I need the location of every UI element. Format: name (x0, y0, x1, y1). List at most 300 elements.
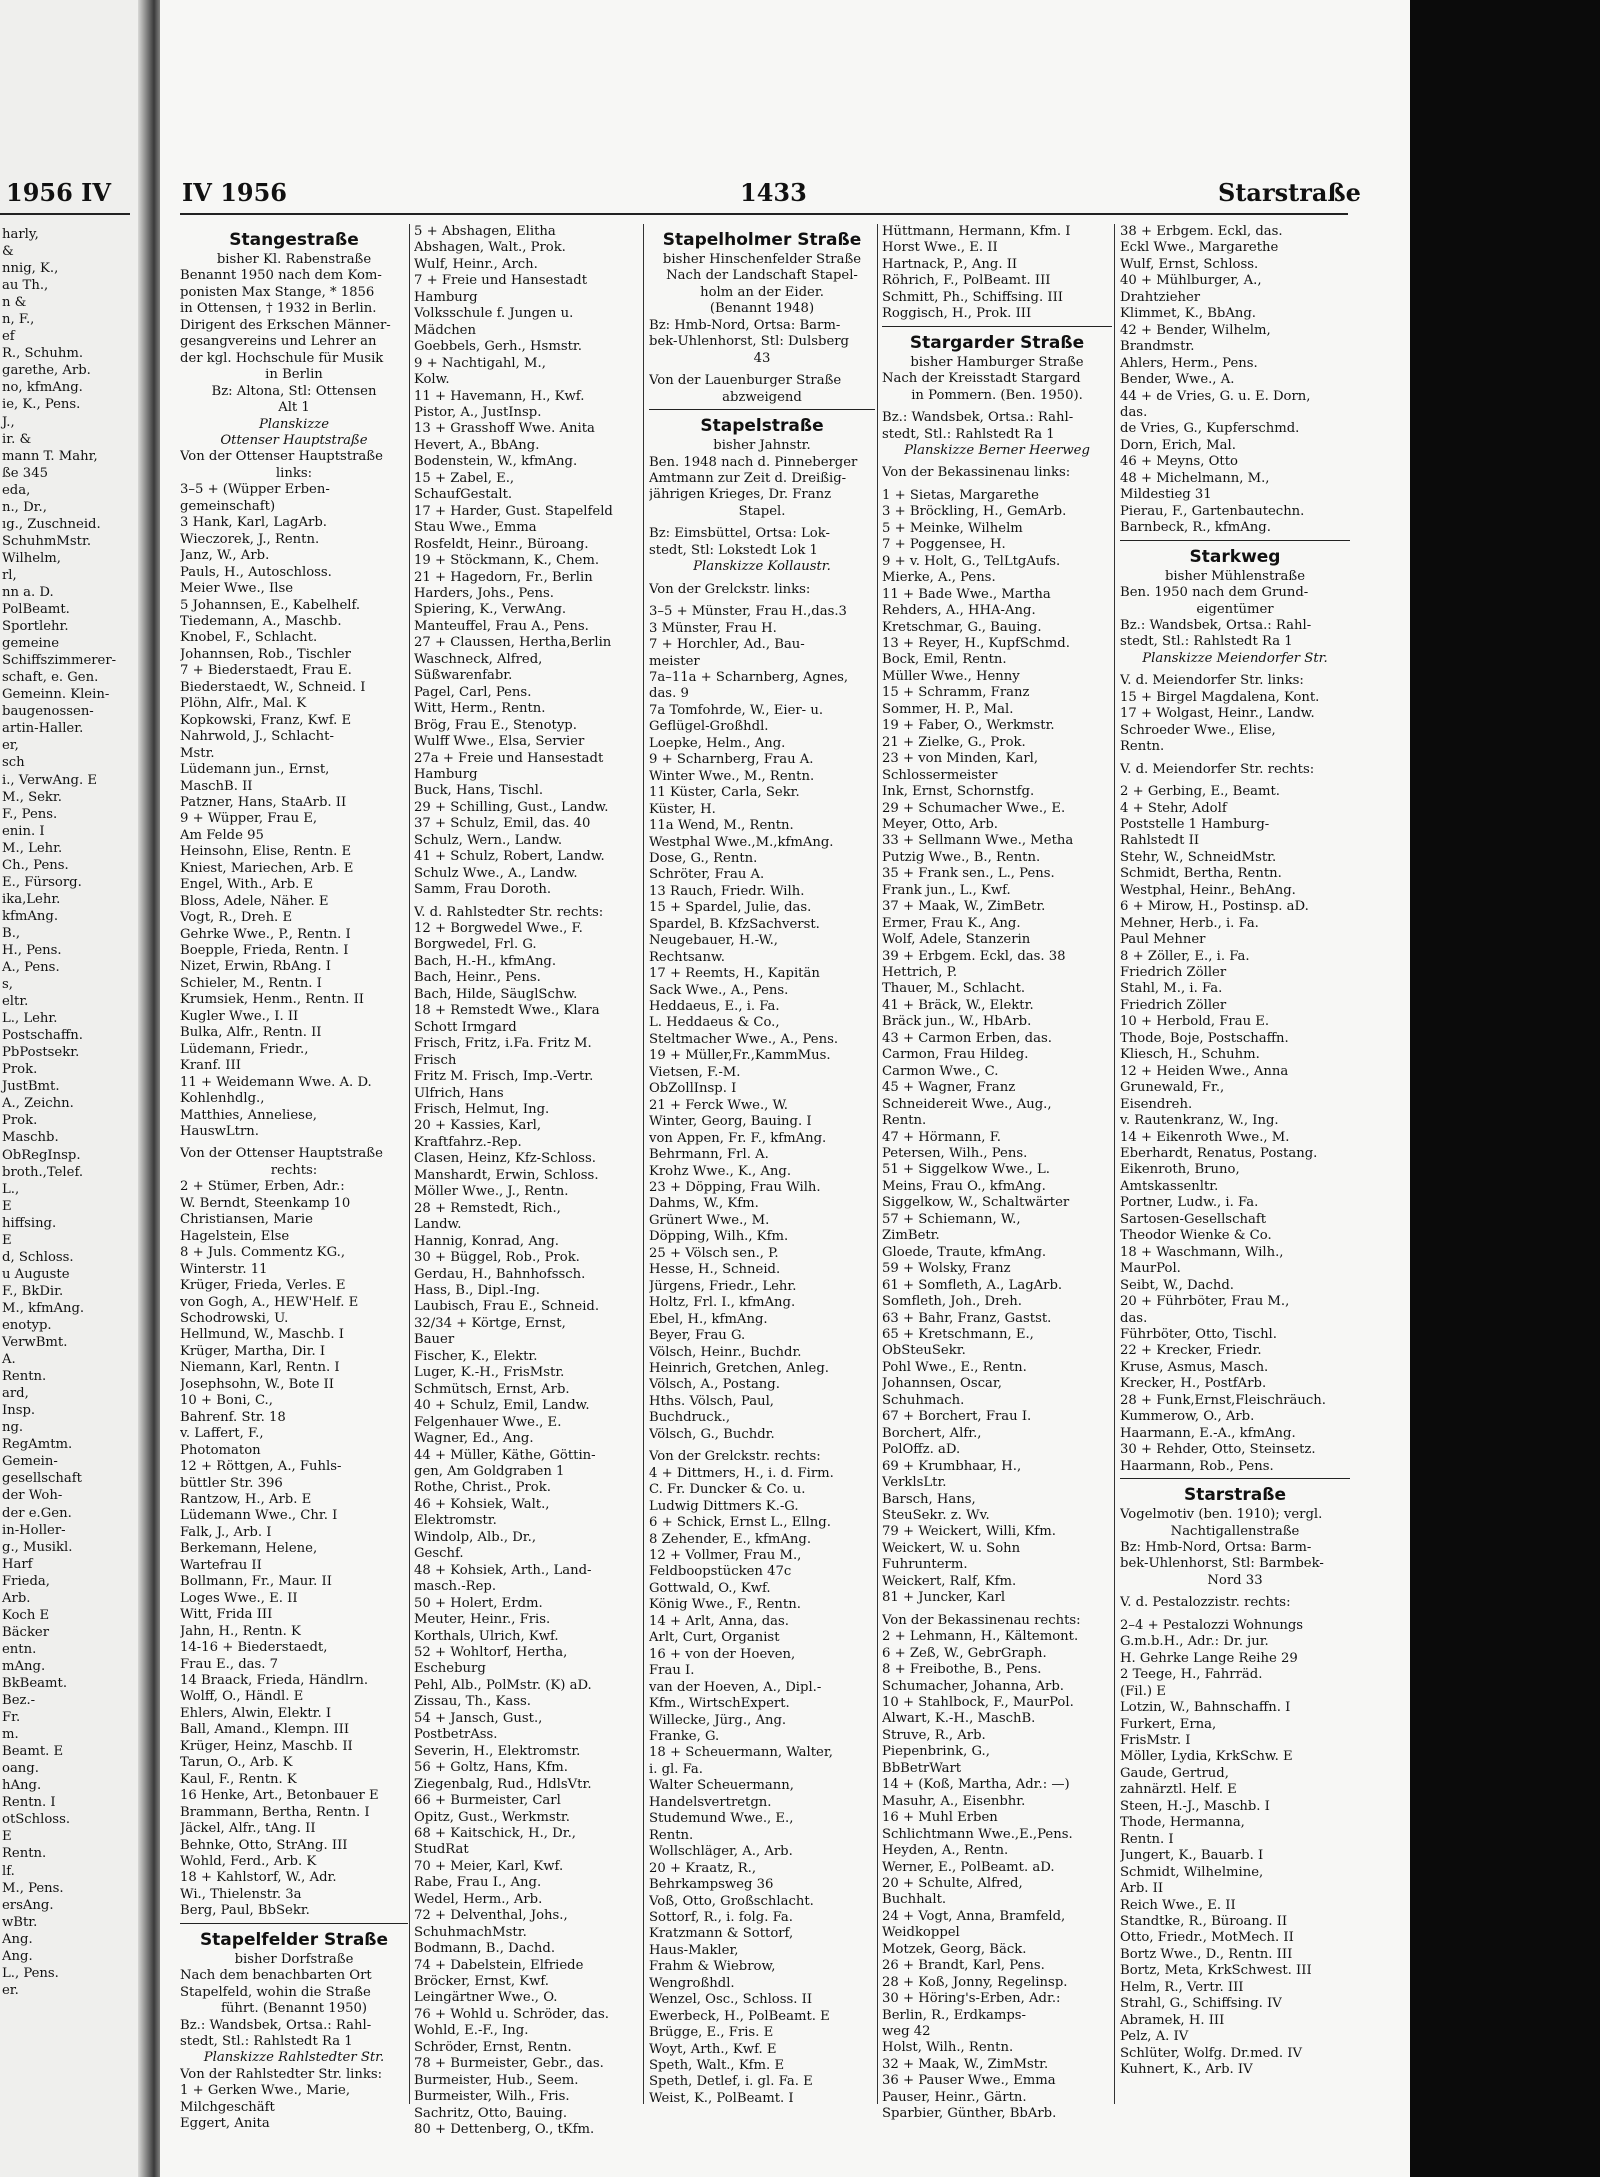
left-page-line: mAng. (2, 1658, 46, 1674)
directory-entry: 29 + Schumacher Wwe., E. (882, 800, 1066, 816)
header-rule (180, 213, 1348, 215)
directory-entry: Eisendreh. (1120, 1096, 1193, 1112)
directory-entry: 16 + Muhl Erben (882, 1810, 998, 1826)
left-page-line: ef (2, 329, 15, 345)
directory-entry: Hüttmann, Hermann, Kfm. I (882, 224, 1071, 239)
directory-entry: Planskizze (258, 416, 330, 432)
directory-entry: abzweigend (722, 389, 802, 405)
directory-entry: 59 + Wolsky, Franz (882, 1261, 1011, 1277)
directory-entry: Pagel, Carl, Pens. (414, 684, 532, 700)
directory-entry: Clasen, Heinz, Kfz-Schloss. (414, 1151, 596, 1167)
left-page-line: F., Pens. (2, 806, 58, 822)
directory-entry: Möller Wwe., J., Rentn. (414, 1184, 569, 1200)
directory-entry: Niemann, Karl, Rentn. I (180, 1360, 340, 1376)
directory-entry: 22 + Krecker, Friedr. (1120, 1343, 1262, 1359)
left-page-line: broth.,Telef. (2, 1164, 84, 1180)
directory-entry: 11 + Weidemann Wwe. A. D. (180, 1074, 372, 1090)
directory-entry: Pehl, Alb., PolMstr. (K) aD. (414, 1677, 592, 1693)
directory-entry: Woyt, Arth., Kwf. E (649, 2041, 777, 2057)
directory-entry: Hannig, Konrad, Ang. (414, 1233, 559, 1249)
directory-entry: stedt, Stl: Lokstedt Lok 1 (649, 542, 818, 558)
left-page-line: Koch E (2, 1607, 50, 1623)
directory-entry: 2–4 + Pestalozzi Wohnungs (1120, 1617, 1304, 1633)
section-rule (180, 1923, 408, 1924)
directory-entry: 11 + Havemann, H., Kwf. (414, 388, 585, 404)
directory-entry: 11 + Bade Wwe., Martha (882, 586, 1051, 602)
directory-entry: Stahl, M., i. Fa. (1120, 981, 1223, 997)
directory-entry: Tarun, O., Arb. K (180, 1755, 293, 1771)
left-facing-page (0, 0, 150, 2177)
left-page-line: hAng. (2, 1778, 42, 1794)
directory-entry: Wulff Wwe., Elsa, Servier (414, 734, 585, 750)
directory-entry: 18 + Scheuermann, Walter, (649, 1745, 833, 1761)
directory-entry: meister (649, 653, 700, 669)
left-page-line: g., Musikl. (2, 1539, 73, 1555)
directory-entry: V. d. Pestalozzistr. rechts: (1120, 1595, 1291, 1611)
directory-entry: (Benannt 1948) (709, 301, 815, 317)
directory-entry: Westphal Wwe.,M.,kfmAng. (649, 834, 834, 850)
directory-entry: 50 + Holert, Erdm. (414, 1595, 543, 1611)
directory-entry: Wieczorek, J., Rentn. (180, 531, 320, 547)
directory-entry: 9 + Nachtigahl, M., (414, 355, 546, 371)
directory-entry: 39 + Erbgem. Eckl, das. 38 (882, 948, 1066, 964)
directory-entry: Carmon Wwe., C. (882, 1063, 999, 1079)
directory-entry: Tiedemann, A., Maschb. (180, 613, 342, 629)
directory-entry: 26 + Brandt, Karl, Pens. (882, 1958, 1045, 1974)
directory-entry: Schmidt, Wilhelmine, (1120, 1864, 1264, 1880)
directory-entry: Führböter, Otto, Tischl. (1120, 1327, 1277, 1342)
directory-entry: 40 + Schulz, Emil, Landw. (414, 1398, 590, 1414)
directory-entry: Kopkowski, Franz, Kwf. E (180, 712, 352, 728)
directory-entry: Rantzow, H., Arb. E (180, 1491, 312, 1507)
directory-entry: (Fil.) E (1120, 1683, 1166, 1699)
left-page-line: gemeine (2, 636, 60, 652)
directory-entry: 74 + Dabelstein, Elfriede (414, 1957, 584, 1973)
directory-entry: Berg, Paul, BbSekr. (180, 1903, 310, 1919)
directory-entry: 13 + Grasshoff Wwe. Anita (414, 421, 595, 437)
directory-entry: Heinrich, Gretchen, Anleg. (649, 1361, 829, 1376)
directory-entry: 7 + Poggensee, H. (882, 537, 1006, 553)
directory-entry: Rahlstedt II (1120, 833, 1200, 849)
directory-entry: 12 + Heiden Wwe., Anna (1120, 1063, 1289, 1079)
section-rule (1120, 540, 1350, 541)
directory-entry: Horst Wwe., E. II (882, 240, 998, 256)
directory-entry: 48 + Michelmann, M., (1120, 470, 1270, 486)
section-rule (882, 326, 1112, 327)
directory-entry: Krohz Wwe., K., Ang. (649, 1163, 792, 1179)
directory-entry: PolOffz. aD. (882, 1442, 961, 1458)
directory-entry: 81 + Juncker, Karl (882, 1590, 1006, 1606)
directory-entry: 8 + Juls. Commentz KG., (180, 1245, 346, 1261)
directory-entry: 12 + Vollmer, Frau M., (649, 1547, 802, 1563)
directory-entry: Rentn. (882, 1113, 927, 1129)
directory-entry: Furkert, Erna, (1120, 1716, 1217, 1732)
directory-entry: Döpping, Wilh., Kfm. (649, 1229, 789, 1245)
directory-entry: Poststelle 1 Hamburg- (1120, 816, 1270, 832)
directory-entry: Luger, K.-H., FrisMstr. (414, 1365, 565, 1381)
directory-entry: bek-Uhlenhorst, Stl: Barmbek- (1120, 1556, 1324, 1572)
directory-entry: Hevert, A., BbAng. (414, 437, 540, 453)
directory-entry: Weidkoppel (882, 1925, 960, 1941)
directory-entry: Heyden, A., Rentn. (882, 1843, 1009, 1859)
column-2 (414, 224, 642, 2139)
directory-entry: Voß, Otto, Großschlacht. (649, 1893, 814, 1909)
directory-entry: Frisch, Fritz, i.Fa. Fritz M. (414, 1036, 592, 1052)
directory-entry: Weickert, W. u. Sohn (882, 1540, 1021, 1556)
left-page-line: kfmAng. (2, 908, 59, 924)
directory-entry: Jürgens, Friedr., Lehr. (649, 1278, 797, 1294)
left-page-line: L., Lehr. (2, 1011, 58, 1027)
directory-entry: das. 9 (649, 686, 689, 702)
directory-entry: Abshagen, Walt., Prok. (414, 240, 566, 256)
directory-entry: 63 + Bahr, Franz, Gastst. (882, 1310, 1052, 1326)
directory-entry: Nach der Landschaft Stapel- (666, 268, 858, 284)
directory-entry: 28 + Koß, Jonny, Regelinsp. (882, 1974, 1068, 1990)
left-page-line: Gemeinn. Klein- (2, 687, 110, 703)
directory-entry: HauswLtrn. (180, 1124, 259, 1140)
directory-entry: Steltmacher Wwe., A., Pens. (649, 1031, 839, 1047)
directory-entry: Wengroßhdl. (649, 1975, 735, 1991)
directory-entry: 44 + de Vries, G. u. E. Dorn, (1120, 388, 1311, 404)
directory-entry: Winter, Georg, Bauing. I (649, 1114, 812, 1130)
left-page-line: ße 345 (2, 465, 48, 481)
left-page-line: schaft, e. Gen. (2, 670, 99, 686)
directory-entry: Bollmann, Fr., Maur. II (180, 1574, 332, 1590)
left-page-line: PolBeamt. (2, 602, 70, 618)
directory-entry: Wohld, E.-F., Ing. (414, 2023, 529, 2039)
left-page-line: der e.Gen. (2, 1505, 72, 1521)
directory-entry: Roggisch, H., Prok. III (882, 306, 1032, 322)
directory-entry: Ahlers, Herm., Pens. (1120, 355, 1258, 371)
left-page-line: s, (2, 977, 13, 993)
directory-entry: Ehlers, Alwin, Elektr. I (180, 1705, 332, 1721)
directory-entry: Landw. (414, 1217, 462, 1233)
directory-entry: 21 + Zielke, G., Prok. (882, 734, 1026, 750)
directory-entry: 13 + Reyer, H., KupfSchmd. (882, 635, 1070, 651)
directory-entry: Ball, Amand., Klempn. III (180, 1722, 350, 1738)
directory-entry: Stapel. (738, 503, 786, 519)
column-divider (1114, 224, 1115, 2104)
directory-entry: Patzner, Hans, StaArb. II (180, 794, 347, 810)
directory-entry: 69 + Krumbhaar, H., (882, 1458, 1022, 1474)
left-page-line: Bez.- (2, 1693, 36, 1709)
directory-entry: Gerdau, H., Bahnhofssch. (414, 1266, 586, 1282)
directory-entry: Bz.: Wandsbek, Ortsa.: Rahl- (180, 2017, 372, 2033)
directory-entry: van der Hoeven, A., Dipl.- (649, 1679, 822, 1695)
directory-entry: Kuhnert, K., Arb. IV (1120, 2062, 1253, 2078)
directory-entry: Haus-Makler, (649, 1942, 739, 1958)
directory-entry: Grünert Wwe., M. (649, 1212, 770, 1228)
street-heading: Stapelfelder Straße (199, 1929, 389, 1950)
directory-entry: Gaude, Gertrud, (1120, 1765, 1229, 1781)
directory-entry: 3–5 + Münster, Frau H.,das.3 (649, 604, 847, 620)
directory-entry: 65 + Kretschmann, E., (882, 1327, 1034, 1342)
directory-entry: Planskizze Meiendorfer Str. (1142, 650, 1328, 666)
directory-entry: Meyer, Otto, Arb. (882, 816, 998, 832)
left-page-line: E (2, 1232, 12, 1248)
directory-entry: 17 + Wolgast, Heinr., Landw. (1120, 706, 1315, 722)
directory-entry: Brügge, E., Fris. E (649, 2025, 774, 2041)
directory-entry: Mstr. (180, 745, 215, 761)
directory-entry: 14-16 + Biederstaedt, (180, 1640, 328, 1656)
left-page-line: no, kfmAng. (2, 380, 83, 396)
directory-entry: Vogt, R., Dreh. E (180, 910, 293, 926)
directory-entry: 19 + Stöckmann, K., Chem. (414, 553, 600, 569)
directory-entry: Bz.: Wandsbek, Ortsa.: Rahl- (882, 410, 1074, 426)
directory-entry: 6 + Mirow, H., Postinsp. aD. (1120, 899, 1309, 915)
directory-entry: Volksschule f. Jungen u. (414, 306, 574, 322)
directory-entry: Meier Wwe., Ilse (180, 581, 294, 597)
directory-entry: Winter Wwe., M., Rentn. (649, 768, 815, 784)
directory-entry: Witt, Herm., Rentn. (414, 701, 546, 717)
left-page-line: Ch., Pens. (2, 857, 69, 873)
left-page-line: ersAng. (2, 1897, 54, 1913)
directory-entry: Wi., Thielenstr. 3a (180, 1886, 302, 1902)
directory-entry: Feldboopstücken 47c (649, 1564, 792, 1580)
directory-entry: Hartnack, P., Ang. II (882, 256, 1018, 272)
directory-entry: Bach, H.-H., kfmAng. (414, 953, 557, 969)
directory-entry: Behrkampsweg 36 (649, 1877, 774, 1893)
left-page-line: baugenossen- (2, 704, 94, 720)
directory-entry: 37 + Schulz, Emil, das. 40 (414, 816, 591, 832)
directory-entry: Kratzmann & Sottorf, (649, 1926, 794, 1942)
directory-entry: König Wwe., F., Rentn. (649, 1597, 801, 1613)
directory-entry: MaurPol. (1120, 1261, 1181, 1277)
directory-entry: Lüdemann jun., Ernst, (180, 762, 330, 778)
directory-entry: Struve, R., Arb. (882, 1727, 986, 1743)
directory-entry: Eckl Wwe., Margarethe (1120, 240, 1279, 256)
directory-entry: Nach dem benachbarten Ort (180, 1968, 372, 1984)
left-page-line: garethe, Arb. (2, 363, 91, 379)
directory-entry: Kugler Wwe., I. II (180, 1008, 299, 1024)
directory-entry: Hass, B., Dipl.-Ing. (414, 1283, 540, 1298)
left-page-line: ir. & (2, 431, 32, 447)
directory-entry: gen, Am Goldgraben 1 (414, 1463, 565, 1479)
directory-entry: 25 + Völsch sen., P. (649, 1245, 779, 1261)
directory-entry: Drahtzieher (1120, 289, 1201, 305)
directory-entry: Helm, R., Vertr. III (1120, 1979, 1244, 1995)
left-page-line: E (2, 1829, 12, 1845)
directory-entry: in Pommern. (Ben. 1950). (911, 387, 1083, 403)
directory-entry: Grunewald, Fr., (1120, 1080, 1225, 1096)
left-page-line: Ang. (2, 1931, 33, 1947)
directory-entry: Laubisch, Frau E., Schneid. (414, 1299, 600, 1315)
directory-entry: V. d. Meiendorfer Str. rechts: (1120, 761, 1315, 777)
directory-entry: Winterstr. 11 (180, 1261, 268, 1277)
directory-entry: Westphal, Heinr., BehAng. (1120, 882, 1296, 898)
directory-entry: 16 + von der Hoeven, (649, 1646, 796, 1662)
directory-entry: 17 + Reemts, H., Kapitän (649, 966, 820, 982)
directory-entry: Burmeister, Hub., Seem. (414, 2072, 579, 2088)
directory-entry: BbBetrWart (882, 1760, 962, 1776)
directory-entry: Schröder, Ernst, Rentn. (414, 2039, 572, 2055)
left-page-line: L., Pens. (2, 1965, 59, 1981)
left-page-line: JustBmt. (2, 1079, 60, 1095)
directory-entry: Völsch, G., Buchdr. (649, 1426, 775, 1442)
directory-entry: Sparbier, Günther, BbArb. (882, 2106, 1057, 2122)
directory-entry: Bahrenf. Str. 18 (180, 1409, 286, 1425)
directory-entry: 15 + Spardel, Julie, das. (649, 900, 812, 916)
directory-entry: Vietsen, F.-M. (649, 1064, 741, 1080)
directory-entry: 36 + Pauser Wwe., Emma (882, 2073, 1056, 2089)
left-page-line: gesellschaft (2, 1471, 82, 1487)
directory-entry: Bröcker, Ernst, Kwf. (414, 1974, 549, 1990)
directory-entry: Schlichtmann Wwe.,E.,Pens. (882, 1826, 1073, 1842)
column-5 (1120, 224, 1350, 2078)
directory-entry: ObSteuSekr. (882, 1343, 966, 1359)
directory-entry: 4 + Stehr, Adolf (1120, 800, 1227, 816)
directory-entry: Korthals, Ulrich, Kwf. (414, 1628, 559, 1644)
directory-entry: 3–5 + (Wüpper Erben- (180, 482, 330, 498)
directory-entry: Haarmann, Rob., Pens. (1120, 1458, 1274, 1474)
directory-entry: Pauser, Heinr., Gärtn. (882, 2089, 1027, 2105)
directory-entry: Abramek, H. III (1120, 2012, 1225, 2028)
directory-entry: Von der Ottenser Hauptstraße (180, 449, 383, 465)
directory-entry: MaschB. II (180, 778, 253, 794)
left-page-line: Insp. (2, 1403, 36, 1419)
directory-entry: Friedrich Zöller (1120, 965, 1227, 981)
directory-entry: W. Berndt, Steenkamp 10 (180, 1195, 351, 1211)
directory-entry: Stau Wwe., Emma (414, 520, 537, 536)
directory-entry: 21 + Ferck Wwe., W. (649, 1097, 788, 1113)
directory-entry: Dahms, W., Kfm. (649, 1196, 759, 1212)
directory-entry: 7a Tomfohrde, W., Eier- u. (649, 702, 824, 718)
directory-entry: Engel, With., Arb. E (180, 877, 314, 893)
directory-entry: Meins, Frau O., kfmAng. (882, 1178, 1046, 1194)
directory-entry: Stehr, W., SchneidMstr. (1120, 849, 1277, 865)
directory-entry: 37 + Maak, W., ZimBetr. (882, 899, 1046, 915)
directory-entry: Nord 33 (1207, 1572, 1263, 1588)
left-page-line: ie, K., Pens. (2, 397, 81, 413)
directory-entry: Otto, Friedr., MotMech. II (1120, 1930, 1294, 1946)
directory-entry: Spiering, K., VerwAng. (414, 602, 567, 618)
directory-entry: Bz.: Wandsbek, Ortsa.: Rahl- (1120, 617, 1312, 633)
directory-entry: L. Heddaeus & Co., (649, 1015, 780, 1031)
directory-entry: Borgwedel, Frl. G. (414, 937, 537, 953)
directory-entry: 56 + Goltz, Hans, Kfm. (414, 1760, 568, 1776)
directory-entry: links: (275, 465, 313, 481)
directory-entry: Behnke, Otto, StrAng. III (180, 1837, 348, 1853)
directory-entry: Strahl, G., Schiffsing. IV (1120, 1996, 1282, 2012)
directory-entry: Ben. 1948 nach d. Pinneberger (649, 454, 858, 470)
directory-entry: 23 + Döpping, Frau Wilh. (649, 1180, 821, 1196)
directory-entry: bisher Hamburger Straße (910, 354, 1084, 370)
left-page-line: lf. (2, 1863, 15, 1879)
directory-entry: Janz, W., Arb. (180, 548, 270, 564)
directory-entry: gemeinschaft) (180, 498, 276, 514)
directory-entry: Theodor Wienke & Co. (1120, 1228, 1272, 1244)
left-page-line: BkBeamt. (2, 1675, 68, 1691)
page-header-volume: IV 1956 (182, 178, 287, 207)
directory-entry: Krecker, H., PostfArb. (1120, 1376, 1267, 1392)
directory-entry: Von der Ottenser Hauptstraße (180, 1146, 383, 1162)
directory-entry: das. (1120, 1310, 1148, 1326)
directory-entry: Hesse, H., Schneid. (649, 1262, 781, 1278)
directory-entry: Von der Bekassinenau links: (882, 465, 1071, 481)
directory-entry: Pierau, F., Gartenbautechn. (1120, 503, 1305, 519)
directory-entry: 23 + von Minden, Karl, (882, 751, 1039, 767)
directory-entry: Kruse, Asmus, Masch. (1120, 1359, 1269, 1375)
left-page-line: Frieda, (2, 1573, 50, 1589)
directory-entry: SteuSekr. z. Wv. (882, 1507, 990, 1523)
directory-entry: 44 + Müller, Käthe, Göttin- (414, 1447, 596, 1463)
directory-entry: Carmon, Frau Hildeg. (882, 1047, 1029, 1063)
directory-entry: Motzek, Georg, Bäck. (882, 1941, 1027, 1957)
directory-entry: 12 + Röttgen, A., Fuhls- (180, 1459, 342, 1475)
directory-entry: Nachtigallenstraße (1170, 1523, 1300, 1539)
directory-entry: Bortz Wwe., D., Rentn. III (1120, 1946, 1293, 1962)
directory-entry: Barnbeck, R., kfmAng. (1120, 520, 1271, 536)
directory-entry: Kretschmar, G., Bauing. (882, 619, 1042, 635)
directory-entry: 54 + Jansch, Gust., (414, 1710, 543, 1726)
left-page-line: A., Zeichn. (2, 1096, 74, 1112)
directory-entry: Boepple, Frieda, Rentn. I (180, 943, 349, 959)
directory-entry: Waschneck, Alfred, (414, 651, 543, 667)
directory-entry: 6 + Zeß, W., GebrGraph. (882, 1645, 1047, 1661)
directory-entry: 7 + Biederstaedt, Frau E. (180, 663, 352, 679)
directory-entry: Benannt 1950 nach dem Kom- (180, 268, 382, 284)
directory-entry: 14 + Eikenroth Wwe., M. (1120, 1129, 1290, 1145)
directory-entry: Brammann, Bertha, Rentn. I (180, 1804, 370, 1820)
left-page-line: rl, (2, 567, 17, 583)
left-page-line: PbPostsekr. (2, 1045, 80, 1061)
directory-entry: Siggelkow, W., Schaltwärter (882, 1195, 1070, 1211)
left-page-line: ika,Lehr. (2, 891, 61, 907)
directory-entry: Biederstaedt, W., Schneid. I (180, 679, 366, 695)
directory-entry: 70 + Meier, Karl, Kwf. (414, 1858, 564, 1874)
directory-entry: zahnärztl. Helf. E (1120, 1782, 1237, 1798)
directory-entry: ObZollInsp. I (649, 1081, 737, 1097)
directory-entry: Bz: Altona, Stl: Ottensen (211, 383, 377, 399)
directory-entry: Von der Grelckstr. links: (649, 581, 811, 597)
directory-entry: v. Rautenkranz, W., Ing. (1120, 1113, 1279, 1129)
directory-entry: 66 + Burmeister, Carl (414, 1793, 561, 1809)
directory-entry: Holtz, Frl. I., kfmAng. (649, 1295, 796, 1311)
directory-entry: Wartefrau II (180, 1557, 262, 1573)
directory-entry: Ziegenbalg, Rud., HdlsVtr. (414, 1776, 592, 1792)
directory-entry: Milchgeschäft (180, 2099, 275, 2115)
directory-entry: Vogelmotiv (ben. 1910); vergl. (1120, 1507, 1323, 1523)
directory-entry: 8 + Freibothe, B., Pens. (882, 1662, 1042, 1678)
directory-entry: Ewerbeck, H., PolBeamt. E (649, 2008, 830, 2024)
left-page-line: otSchloss. (2, 1812, 71, 1828)
directory-entry: Schulz, Wern., Landw. (414, 832, 563, 848)
directory-entry: 7 + Freie und Hansestadt (414, 273, 588, 289)
directory-entry: 20 + Schulte, Alfred, (882, 1875, 1023, 1891)
directory-entry: Rosfeldt, Heinr., Büroang. (414, 536, 589, 552)
left-page-line: H., Pens. (2, 942, 62, 958)
directory-entry: Heddaeus, E., i. Fa. (649, 999, 780, 1015)
directory-entry: Fuhrunterm. (882, 1557, 968, 1573)
directory-entry: Frau I. (649, 1663, 695, 1679)
left-page-line: RegAmtm. (2, 1437, 73, 1453)
street-heading: Stargarder Straße (909, 332, 1085, 353)
directory-entry: Mierke, A., Pens. (882, 570, 996, 586)
directory-entry: Zissau, Th., Kass. (414, 1694, 531, 1710)
left-page-line: Prok. (2, 1062, 38, 1078)
directory-entry: Möller, Lydia, KrkSchw. E (1120, 1749, 1293, 1765)
directory-entry: bisher Kl. Rabenstraße (216, 252, 372, 267)
directory-entry: 3 Hank, Karl, LagArb. (180, 515, 327, 531)
directory-entry: Samm, Frau Doroth. (414, 882, 552, 898)
directory-entry: Bodmann, B., Dachd. (414, 1941, 556, 1957)
directory-entry: Wulf, Ernst, Schloss. (1120, 256, 1259, 272)
directory-entry: 18 + Waschmann, Wilh., (1120, 1244, 1284, 1260)
directory-entry: Schieler, M., Rentn. I (180, 975, 322, 991)
directory-entry: Geschf. (414, 1546, 464, 1562)
directory-entry: 43 (753, 350, 771, 366)
directory-entry: 29 + Schilling, Gust., Landw. (414, 799, 609, 815)
